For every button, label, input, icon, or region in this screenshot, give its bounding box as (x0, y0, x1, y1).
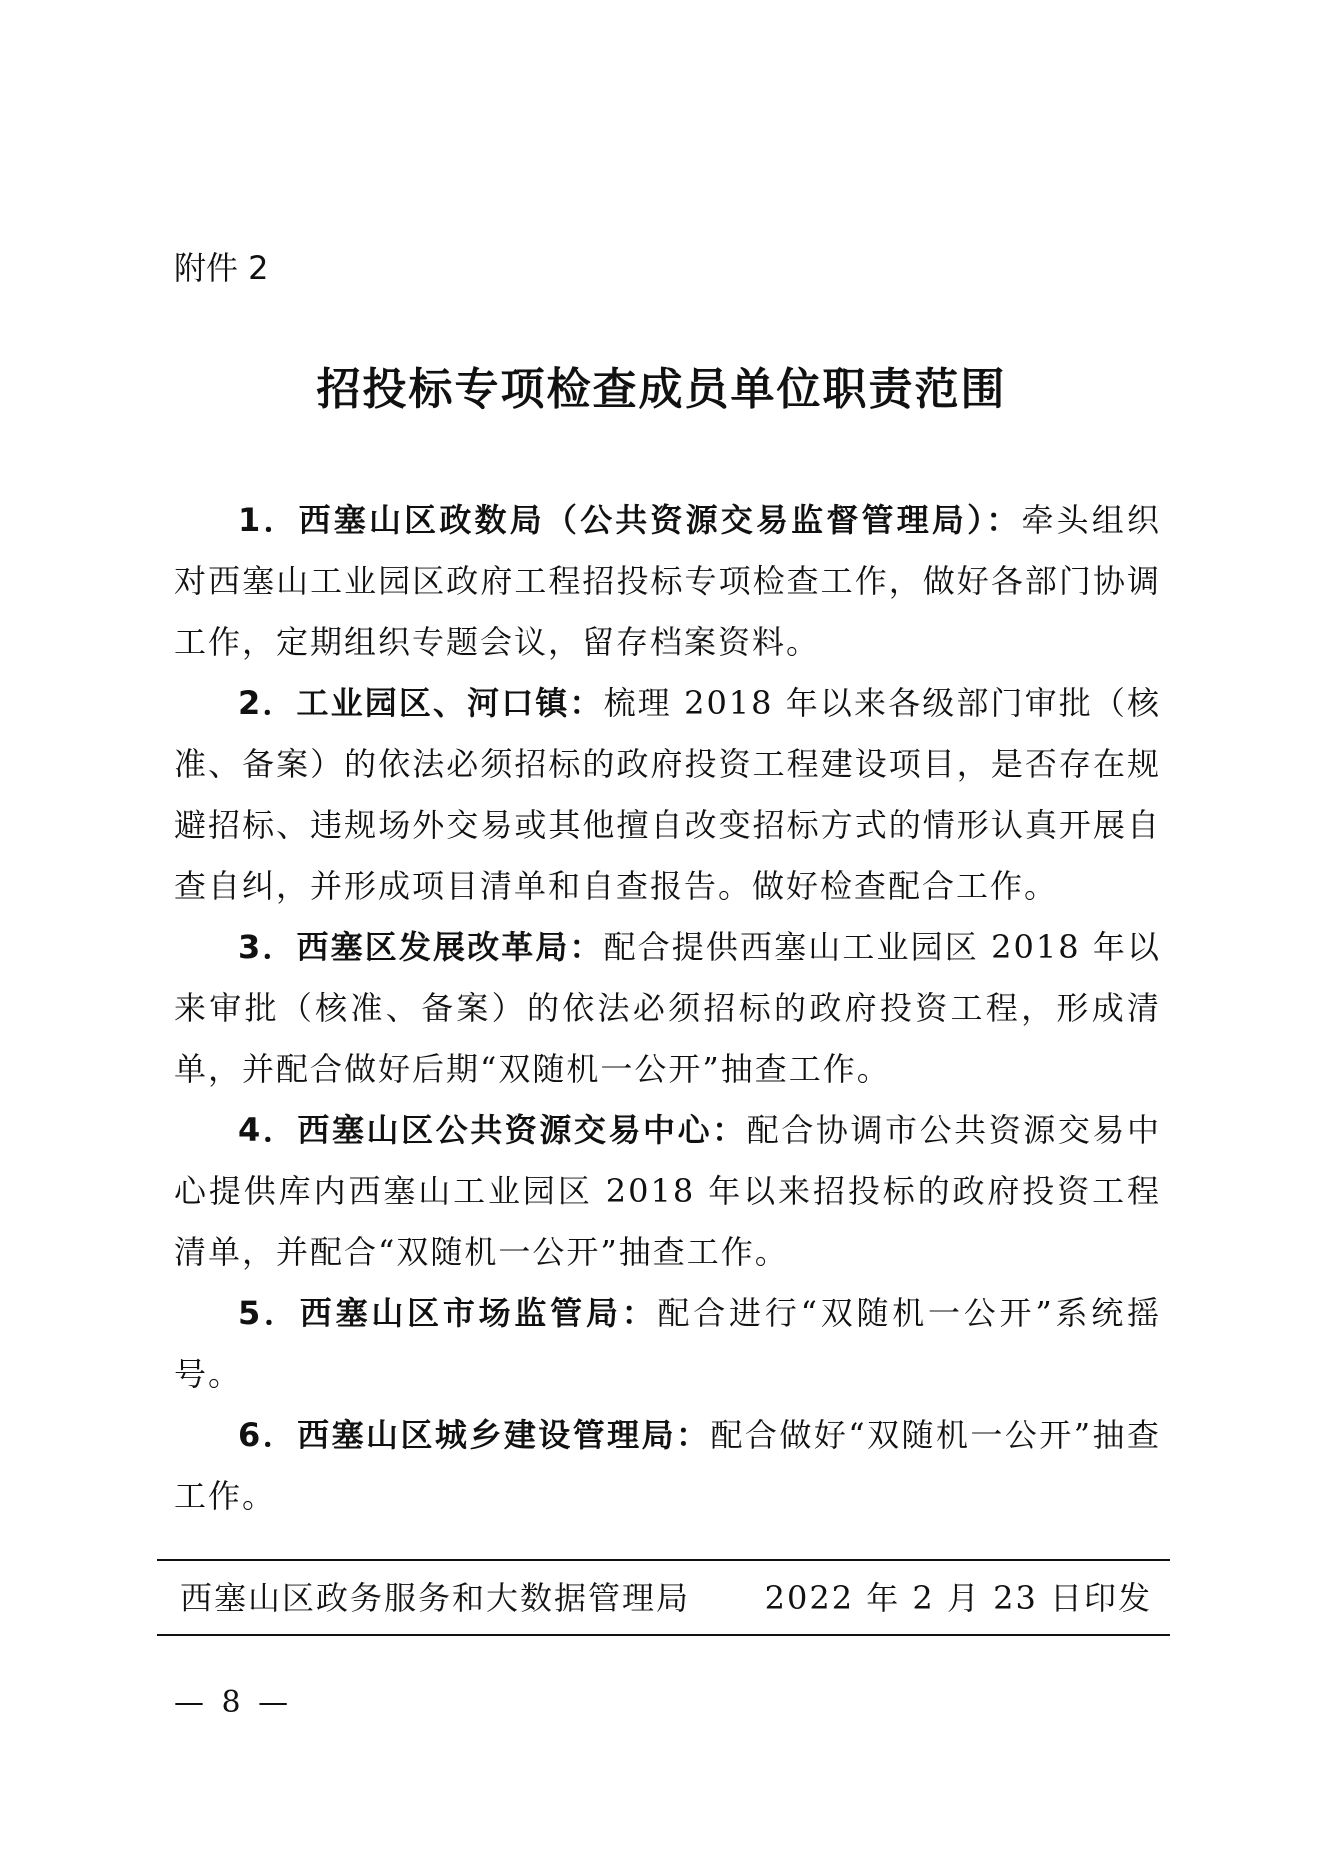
list-item (174, 490, 1161, 673)
item-heading: 3．西塞区发展改革局： (238, 928, 604, 966)
list-item (174, 673, 1161, 917)
list-item (174, 1405, 1161, 1527)
item-text: 配合协调市公共资源交易中心提供库内西塞山工业园区 2018 年以来招投标的政府投资工程清单，并配合“双随机一公开”抽查工作。 (174, 1111, 1161, 1271)
item-heading: 2．工业园区、河口镇： (238, 684, 604, 722)
issuance-footer (180, 1571, 1152, 1621)
item-text: 配合做好“双随机一公开”抽查工作。 (174, 1416, 1161, 1515)
issue-date: 2022 年 2 月 23 日印发 (764, 1579, 1152, 1617)
item-text: 配合进行“双随机一公开”系统摇号。 (174, 1294, 1161, 1393)
item-heading: 5．西塞山区市场监管局： (238, 1294, 658, 1332)
document-title: 招投标专项检查成员单位职责范围 (316, 364, 1007, 415)
footer-divider-bottom (157, 1634, 1170, 1636)
page-number: — 8 — (174, 1685, 293, 1720)
item-heading: 1．西塞山区政数局（公共资源交易监督管理局）： (238, 501, 1022, 539)
footer-divider-top (157, 1559, 1170, 1561)
item-text: 梳理 2018 年以来各级部门审批（核准、备案）的依法必须招标的政府投资工程建设项目，是否存在规避招标、违规场外交易或其他擅自改变招标方式的情形认真开展自查自纠，并形成项目清单和自查报告。做好检查配合工作。 (174, 684, 1161, 905)
list-item (174, 917, 1161, 1100)
list-item (174, 1100, 1161, 1283)
attachment-label: 附件 2 (174, 249, 269, 287)
item-heading: 4．西塞山区公共资源交易中心： (238, 1111, 747, 1149)
issuer-name: 西塞山区政务服务和大数据管理局 (180, 1579, 691, 1617)
item-text: 配合提供西塞山工业园区 2018 年以来审批（核准、备案）的依法必须招标的政府投资工程，形成清单，并配合做好后期“双随机一公开”抽查工作。 (174, 928, 1161, 1088)
list-item (174, 1283, 1161, 1405)
item-heading: 6．西塞山区城乡建设管理局： (238, 1416, 711, 1454)
document-body (174, 490, 1161, 1527)
item-text: 牵头组织对西塞山工业园区政府工程招投标专项检查工作，做好各部门协调工作，定期组织专题会议，留存档案资料。 (174, 501, 1161, 661)
